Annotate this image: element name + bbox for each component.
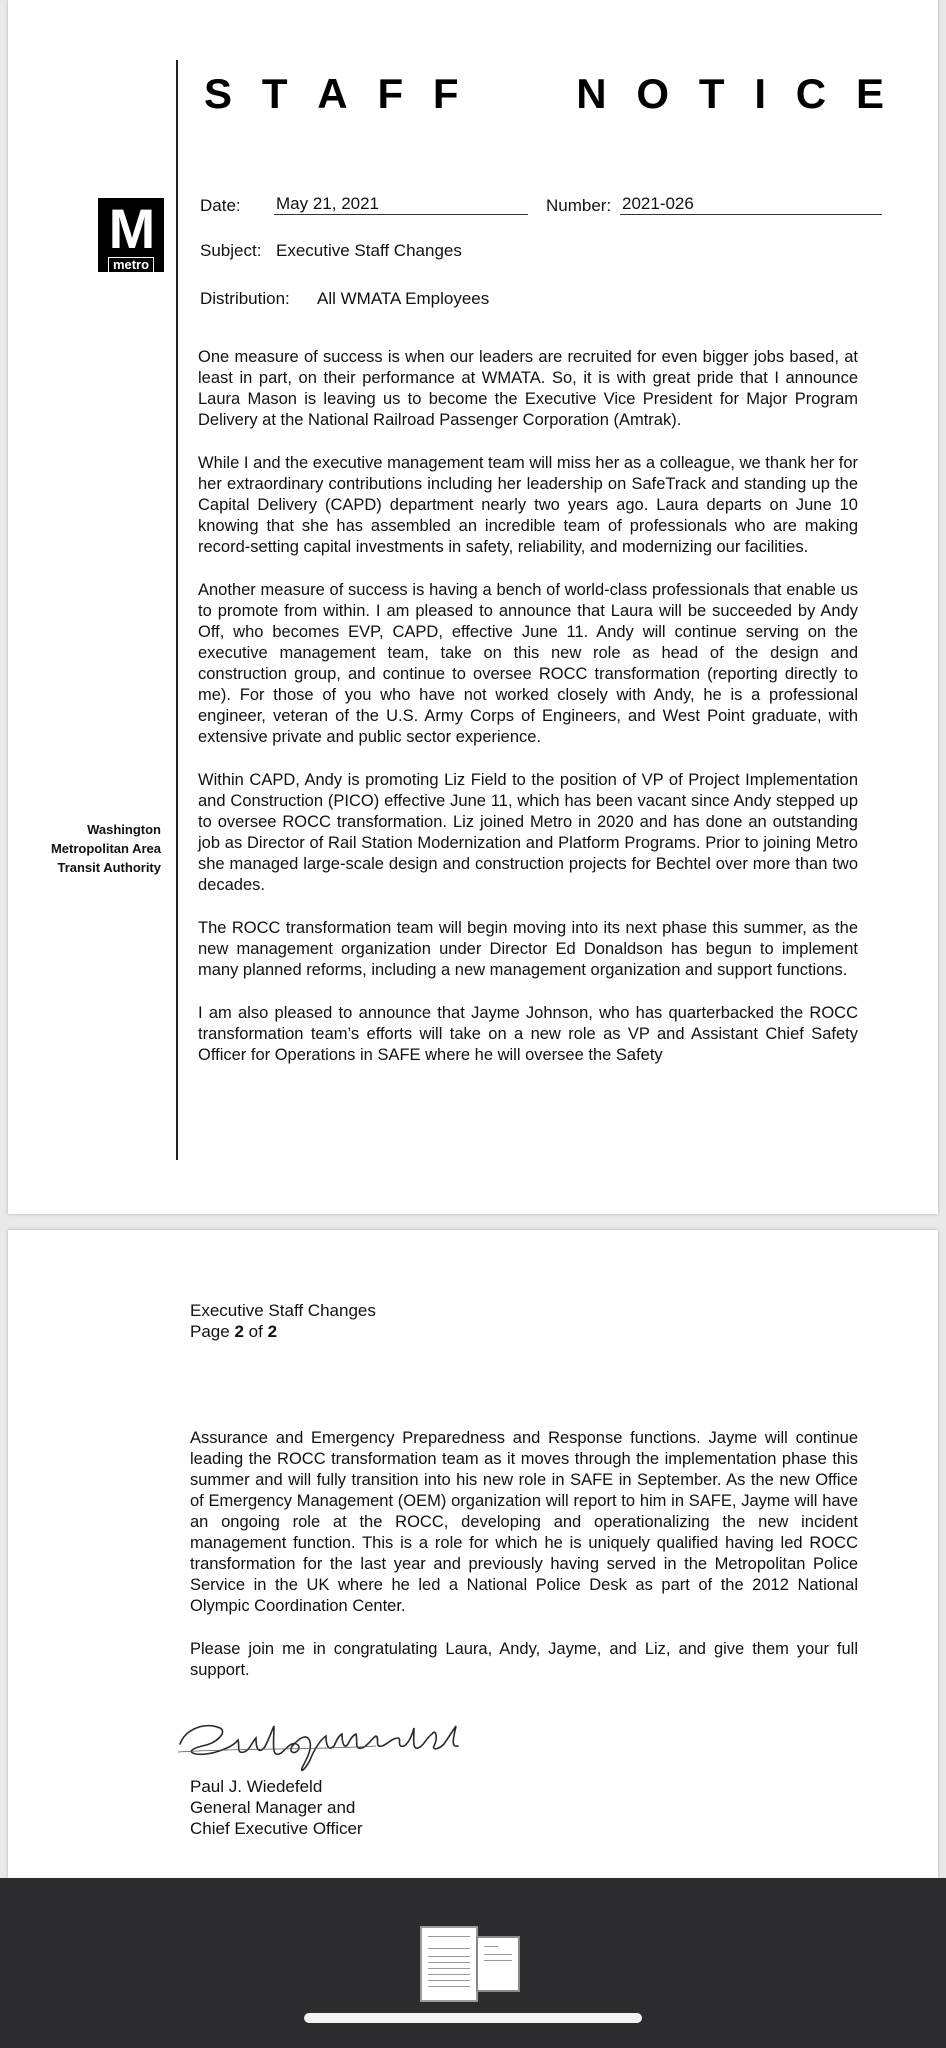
title-letter: I (754, 70, 766, 117)
authority-line: Washington (87, 822, 161, 837)
body-paragraph: One measure of success is when our leaders are recruited for even bigger jobs based, at least in part, on their performance at WMATA. So, it is with great pride that I announce Laura Mason is leaving us to become the Executive Vice President for Major Program Delivery at the National Railroad Passenger Corporation (Amtrak). (198, 348, 858, 429)
authority-line: Metropolitan Area (50, 841, 161, 856)
page-header (190, 1300, 376, 1342)
subject-value: Executive Staff Changes (276, 241, 462, 260)
title-letter: T (261, 70, 288, 117)
staff-notice-title (204, 70, 884, 118)
signer-block (190, 1776, 363, 1839)
distribution-value: All WMATA Employees (317, 289, 490, 308)
notice-body (198, 347, 858, 1088)
title-letter: T (698, 70, 725, 117)
signer-title: General Manager and (190, 1798, 356, 1817)
page-thumbnail-2[interactable] (476, 1936, 520, 1992)
page-thumbnail-1[interactable] (420, 1926, 478, 2002)
title-letter: F (377, 70, 404, 117)
number-label: Number: (546, 196, 612, 215)
authority-name (28, 820, 161, 877)
body-paragraph: Please join me in congratulating Laura, Andy, Jayme, and Liz, and give them your full support. (190, 1640, 858, 1679)
body-paragraph: I am also pleased to announce that Jayme Johnson, who has quarterbacked the ROCC transformation team’s efforts will take on a new role as VP and Assistant Chief Safety Officer for Operations in SAFE where he will oversee the Safety (198, 1004, 858, 1064)
date-label: Date: (200, 196, 241, 215)
metro-logo-word: metro (108, 257, 154, 273)
title-letter: C (795, 70, 827, 117)
page-counter: Page 2 of 2 (190, 1322, 278, 1341)
date-value: May 21, 2021 (274, 193, 528, 215)
notice-body-continued (190, 1428, 858, 1703)
subject-label: Subject: (200, 241, 262, 260)
title-letter: S (204, 70, 233, 117)
body-paragraph: Within CAPD, Andy is promoting Liz Field to the position of VP of Project Implementation and Construction (PICO) effective June 11, which has been vacant since Andy stepped up to oversee ROCC transformation. Liz joined Metro in 2020 and has done an outstanding job as Director of Rail Station Modernization and Platform Programs. Prior to joining Metro she managed large-scale design and construction projects for Bechtel over more than two decades. (198, 771, 858, 894)
home-indicator[interactable] (304, 2013, 642, 2023)
metro-logo-m: M (108, 197, 154, 260)
title-letter: N (576, 70, 607, 117)
number-value: 2021-026 (620, 193, 882, 215)
body-paragraph: Another measure of success is having a bench of world-class professionals that enable us to promote from within. I am pleased to announce that Laura will be succeeded by Andy Off, who becomes EVP, CAPD, effective June 11. Andy will continue serving on the executive management team, take on this new role as head of the design and construction group, and continue to oversee ROCC transformation (reporting directly to me). For those of you who have not worked closely with Andy, he is a professional engineer, veteran of the U.S. Army Corps of Engineers, and West Point graduate, with extensive private and public sector experience. (198, 581, 858, 746)
metro-logo (98, 198, 164, 272)
signer-name: Paul J. Wiedefeld (190, 1777, 323, 1796)
title-letter: F (432, 70, 459, 117)
body-paragraph: Assurance and Emergency Preparedness and Response functions. Jayme will continue leading the ROCC transformation team as it moves through the implementation phase this summer and will fully transition into his new role in SAFE in September. As the new Office of Emergency Management (OEM) organization will report to him in SAFE, Jayme will have an ongoing role at the ROCC, developing and operationalizing the new incident management function. This is a role for which he is uniquely qualified having led ROCC transformation for the last year and previously having served in the Metropolitan Police Service in the UK where he led a National Police Desk as part of the 2012 National Olympic Coordination Center. (190, 1429, 858, 1615)
body-paragraph: The ROCC transformation team will begin moving into its next phase this summer, as the new management organization under Director Ed Donaldson has begun to implement many planned reforms, including a new management organization and support functions. (198, 919, 858, 979)
authority-line: Transit Authority (57, 860, 161, 875)
body-paragraph: While I and the executive management team will miss her as a colleague, we thank her for her extraordinary contributions including her leadership on SafeTrack and standing up the Capital Delivery (CAPD) department nearly two years ago. Laura departs on June 10 knowing that she has assembled an incredible team of professionals who are making record-setting capital investments in safety, reliability, and modernizing our facilities. (198, 454, 858, 556)
signer-title: Chief Executive Officer (190, 1819, 363, 1838)
title-letter: A (317, 70, 348, 117)
document-page-1 (8, 0, 938, 1214)
title-letter: E (855, 70, 884, 117)
header-title: Executive Staff Changes (190, 1301, 376, 1320)
title-letter: O (636, 70, 670, 117)
distribution-label: Distribution: (200, 289, 290, 308)
margin-rule (176, 60, 178, 1160)
signature-image (176, 1708, 466, 1776)
